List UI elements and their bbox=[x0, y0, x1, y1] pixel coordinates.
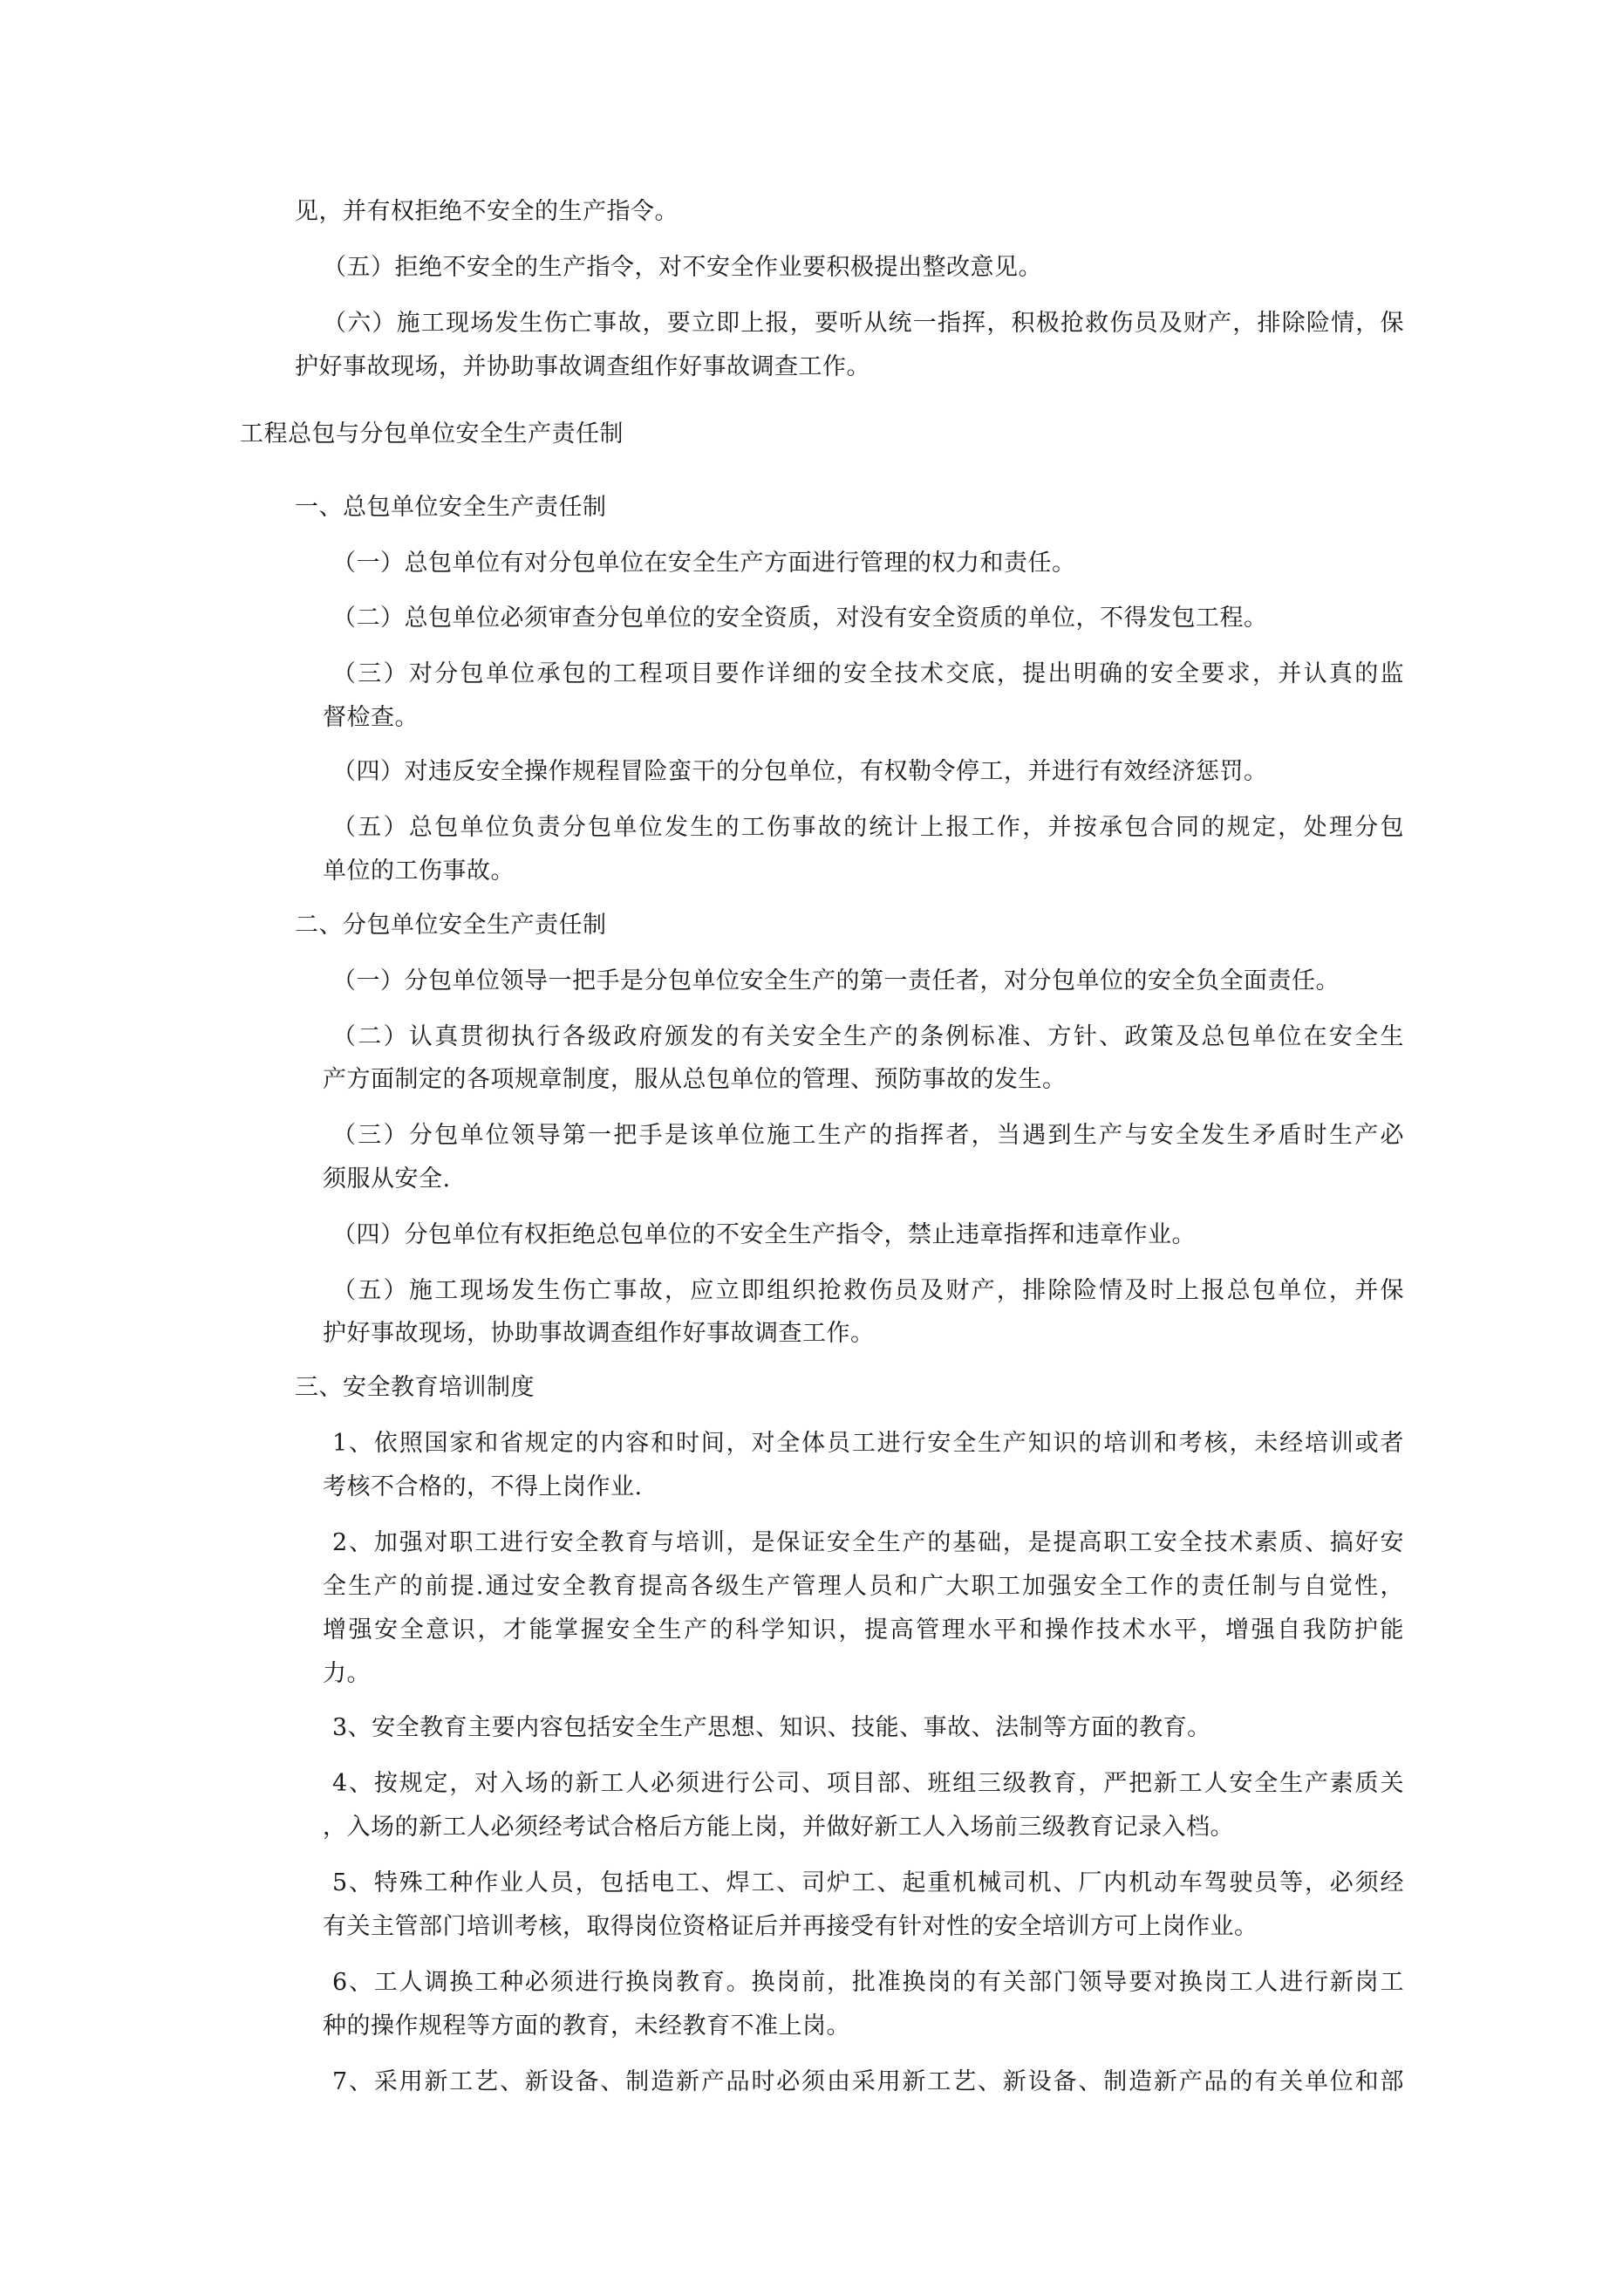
paragraph-line: （二）总包单位必须审查分包单位的安全资质，对没有安全资质的单位，不得发包工程。 bbox=[332, 605, 1268, 632]
paragraph-line: 单位的工伤事故。 bbox=[323, 858, 515, 885]
paragraph-line: （五）总包单位负责分包单位发生的工伤事故的统计上报工作，并按承包合同的规定，处理分包 bbox=[332, 814, 1404, 841]
paragraph-line: 全生产的前提.通过安全教育提高各级生产管理人员和广大职工加强安全工作的责任制与自觉性， bbox=[323, 1573, 1404, 1600]
paragraph-line: 力。 bbox=[323, 1660, 371, 1687]
section-heading: 三、安全教育培训制度 bbox=[295, 1374, 535, 1401]
paragraph-line: ，入场的新工人必须经考试合格后方能上岗，并做好新工人入场前三级教育记录入档。 bbox=[323, 1814, 1234, 1841]
paragraph-line: 有关主管部门培训考核，取得岗位资格证后并再接受有针对性的安全培训方可上岗作业。 bbox=[323, 1913, 1258, 1940]
paragraph-line: 6、工人调换工种必须进行换岗教育。换岗前，批准换岗的有关部门领导要对换岗工人进行新岗工 bbox=[332, 1969, 1404, 1996]
paragraph-line: （五）施工现场发生伤亡事故，应立即组织抢救伤员及财产，排除险情及时上报总包单位，并保 bbox=[332, 1277, 1404, 1304]
paragraph-line: （三）分包单位领导第一把手是该单位施工生产的指挥者，当遇到生产与安全发生矛盾时生产必 bbox=[332, 1122, 1404, 1149]
paragraph-line: 种的操作规程等方面的教育，未经教育不准上岗。 bbox=[323, 2012, 850, 2040]
paragraph-line: 4、按规定，对入场的新工人必须进行公司、项目部、班组三级教育，严把新工人安全生产素质关 bbox=[332, 1770, 1404, 1797]
paragraph-line: 见，并有权拒绝不安全的生产指令。 bbox=[295, 198, 679, 225]
paragraph-line: 产方面制定的各项规章制度，服从总包单位的管理、预防事故的发生。 bbox=[323, 1066, 1067, 1093]
section-heading: 二、分包单位安全生产责任制 bbox=[295, 912, 607, 939]
paragraph-line: （四）对违反安全操作规程冒险蛮干的分包单位，有权勒令停工，并进行有效经济惩罚。 bbox=[332, 758, 1268, 785]
paragraph-line: （一）分包单位领导一把手是分包单位安全生产的第一责任者，对分包单位的安全负全面责任。 bbox=[332, 967, 1340, 994]
section-heading: 一、总包单位安全生产责任制 bbox=[295, 494, 607, 521]
paragraph-line: （二）认真贯彻执行各级政府颁发的有关安全生产的条例标准、方针、政策及总包单位在安全生 bbox=[332, 1023, 1404, 1050]
paragraph-line: 2、加强对职工进行安全教育与培训，是保证安全生产的基础，是提高职工安全技术素质、搞好安 bbox=[332, 1529, 1404, 1556]
paragraph-line: 督检查。 bbox=[323, 704, 419, 731]
paragraph-line: （三）对分包单位承包的工程项目要作详细的安全技术交底，提出明确的安全要求，并认真的监 bbox=[332, 660, 1404, 687]
paragraph-line: 须服从安全. bbox=[323, 1165, 451, 1192]
paragraph-line: （四）分包单位有权拒绝总包单位的不安全生产指令，禁止违章指挥和违章作业。 bbox=[332, 1221, 1196, 1248]
paragraph-line: 增强安全意识，才能掌握安全生产的科学知识，提高管理水平和操作技术水平，增强自我防护能 bbox=[323, 1616, 1404, 1643]
paragraph-line: （六）施工现场发生伤亡事故，要立即上报，要听从统一指挥，积极抢救伤员及财产，排除险情，保 bbox=[323, 310, 1404, 337]
paragraph-line: 3、安全教育主要内容包括安全生产思想、知识、技能、事故、法制等方面的教育。 bbox=[332, 1714, 1211, 1741]
paragraph-line: 护好事故现场，并协助事故调查组作好事故调查工作。 bbox=[295, 353, 870, 380]
paragraph-line: 5、特殊工种作业人员，包括电工、焊工、司炉工、起重机械司机、厂内机动车驾驶员等，必须经 bbox=[332, 1869, 1404, 1896]
paragraph-line: 7、采用新工艺、新设备、制造新产品时必须由采用新工艺、新设备、制造新产品的有关单位和部 bbox=[332, 2068, 1404, 2095]
section-title: 工程总包与分包单位安全生产责任制 bbox=[240, 420, 624, 448]
paragraph-line: 1、依照国家和省规定的内容和时间，对全体员工进行安全生产知识的培训和考核，未经培训或者 bbox=[332, 1430, 1404, 1457]
paragraph-line: 护好事故现场，协助事故调查组作好事故调查工作。 bbox=[323, 1320, 875, 1347]
paragraph-line: 考核不合格的，不得上岗作业. bbox=[323, 1473, 643, 1500]
paragraph-line: （五）拒绝不安全的生产指令，对不安全作业要积极提出整改意见。 bbox=[323, 254, 1042, 281]
paragraph-line: （一）总包单位有对分包单位在安全生产方面进行管理的权力和责任。 bbox=[332, 550, 1076, 577]
